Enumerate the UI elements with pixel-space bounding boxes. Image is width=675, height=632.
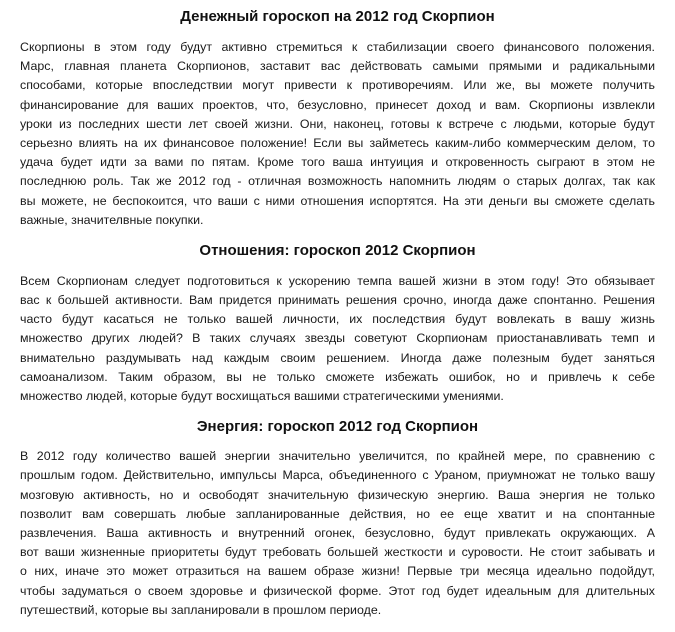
paragraph-line: путешествий, которые вы запланировали в прошлом периоде. <box>20 602 382 617</box>
section-heading: Денежный гороскоп на 2012 год Скорпион <box>180 8 495 25</box>
paragraph-line: удача будет идти за вами по пятам. Кроме того ваша интуиция и откровенность сыграют в этом не <box>20 155 655 170</box>
paragraph-line: о них, иначе это может отразиться на вашем образе жизни! Первые три месяца идеально подойдут, <box>20 564 655 579</box>
paragraph-line: прошлым годом. Действительно, импульсы Марса, объединенного с Ураном, приумножат не только вашу <box>20 468 655 483</box>
paragraph-line: уроки из последних шести лет своей жизни. Они, наконец, готовы к встрече с людьми, которые будут <box>20 116 655 131</box>
paragraph-line: часто будут касаться не только вашей личности, их последствия будут вовлекать в вашу жизнь <box>20 312 655 327</box>
paragraph-line: внимательно раздумывать над каждым своим решением. Иногда даже полезным будет заняться <box>20 350 655 365</box>
paragraph-line: вас к большей активности. Вам придется принимать решения срочно, иногда даже спонтанно. Решения <box>20 293 655 308</box>
paragraph-line: множество людей, которые будут восхищаться вашими стратегическими умениями. <box>20 389 504 403</box>
section-heading: Отношения: гороскоп 2012 Скорпион <box>199 241 476 259</box>
paragraph-line: серьезно влиять на их финансовое положение! Если вы займетесь каким-либо коммерческим делом, то <box>20 135 655 150</box>
paragraph-line: чтобы задуматься о своем здоровье и физической форме. Этот год будет идеальным для длительных <box>20 583 655 598</box>
paragraph-line: Скорпионы в этом году будут активно стремиться к стабилизации своего финансового положения. <box>20 40 655 54</box>
section-relationships <box>20 241 655 406</box>
section-energy <box>20 417 655 620</box>
paragraph-line: важные, значителвные покупки. <box>20 212 204 227</box>
paragraph-line: мозговую активность, но и освободят значительную физическую энергию. Ваша энергия не только <box>20 487 655 502</box>
paragraph-line: В 2012 году количество вашей энергии значительно увеличится, по крайней мере, по сравнению с <box>20 449 655 464</box>
paragraph-line: Всем Скорпионам следует подготовиться к ускорению темпа вашей жизни в этом году! Это обязывает <box>20 273 655 288</box>
section-paragraph <box>20 447 655 620</box>
section-paragraph <box>20 38 655 230</box>
section-heading: Энергия: гороскоп 2012 год Скорпион <box>196 418 479 436</box>
paragraph-line: самоанализом. Таким образом, вы не только сможете избежать ошибок, но и привлечь к себе <box>20 369 655 384</box>
section-paragraph <box>20 272 655 406</box>
paragraph-line: способами, которые впоследствии могут привести к противоречиям. Или же, вы можете получить <box>20 78 655 93</box>
paragraph-line: множество других людей? В таких случаях звезды советуют Скорпионам приостанавливать темп и <box>20 331 655 346</box>
paragraph-line: позволит вам совершать любые запланированные действия, но ее еще хватит и на спонтанные <box>20 506 655 521</box>
section-money <box>20 0 655 230</box>
paragraph-line: вот ваши жизненные приоритеты будут требовать большей жесткости и суровости. Не стоит забывать и <box>20 545 655 560</box>
paragraph-line: вы можете, не беспокоится, что ваши с ними отношения испортятся. На эти деньги вы сможете сделать <box>20 193 655 208</box>
paragraph-line: Марс, главная планета Скорпионов, заставит вас действовать самыми прямыми и радикальными <box>20 59 655 74</box>
paragraph-line: развлечения. Ваша активность и внутренний огонек, безусловно, будут привлекать окружающих. А <box>20 525 655 540</box>
paragraph-line: последнюю роль. Так же 2012 год - отличная возможность напомнить людям о старых долгах, так как <box>20 174 655 189</box>
paragraph-line: финансирование для ваших проектов, что, безусловно, принесет доход и вам. Скорпионы извлекли <box>20 97 655 112</box>
